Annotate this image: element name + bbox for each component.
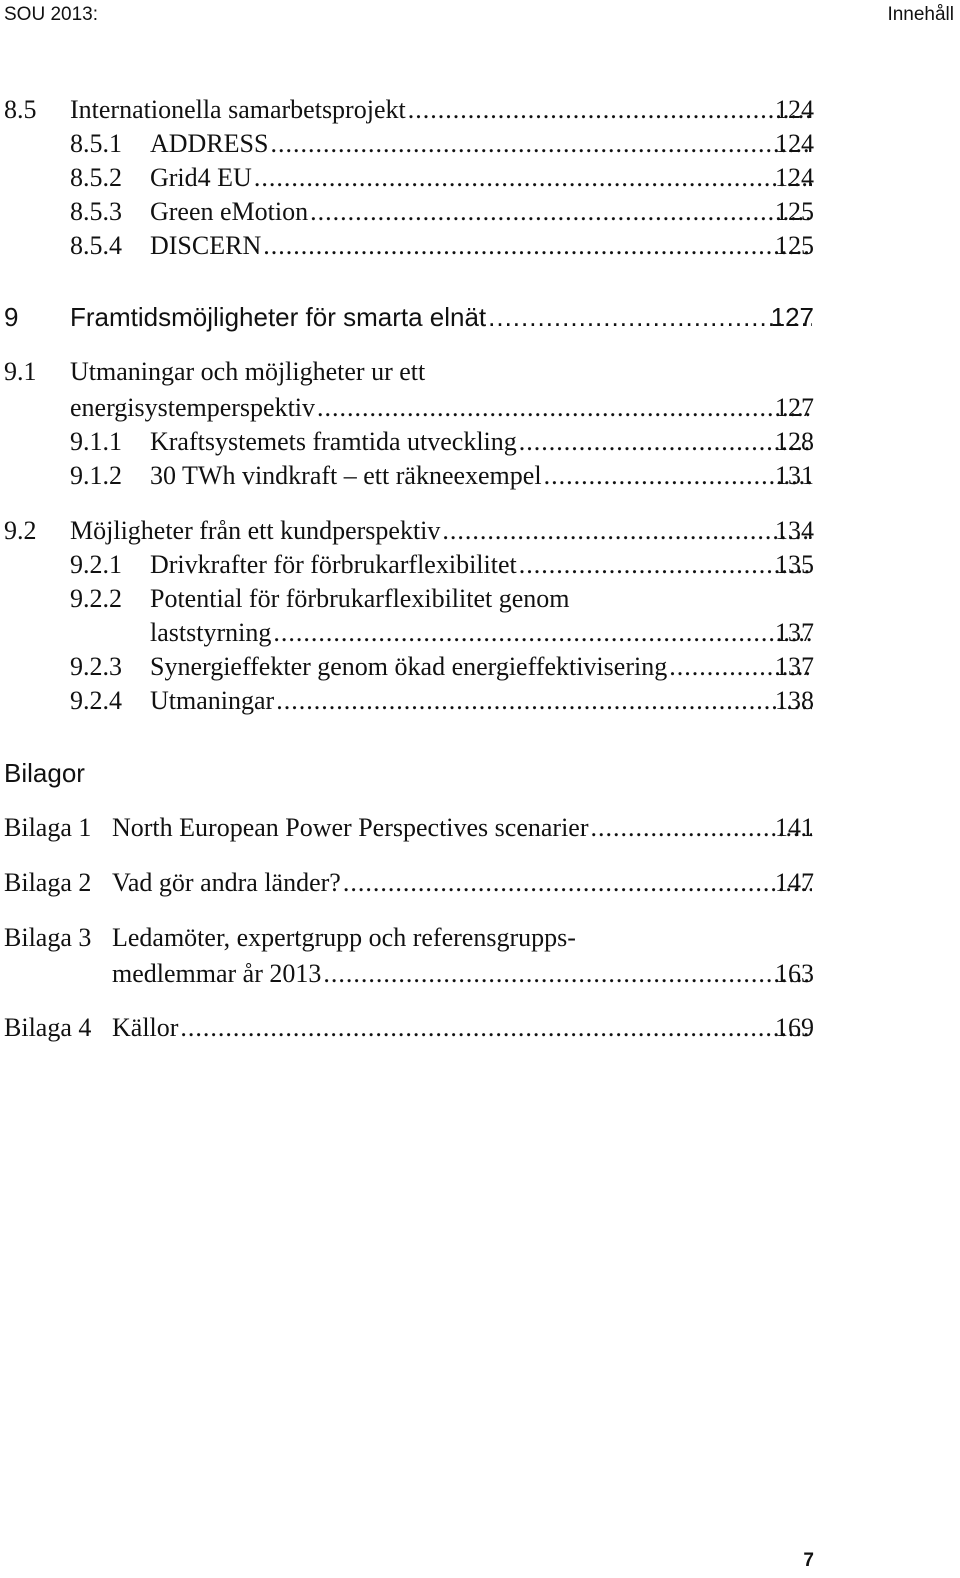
appendix-page: 147: [775, 868, 814, 897]
toc-entry[interactable]: [0, 161, 960, 195]
entry-page: 125: [775, 231, 814, 260]
dot-leader: [442, 514, 812, 548]
dot-leader: [263, 229, 812, 263]
toc-entry[interactable]: [0, 127, 960, 161]
dot-leader: [544, 459, 812, 493]
appendix-page: 141: [775, 813, 814, 842]
entry-number: 9.2.3: [70, 652, 122, 681]
dot-leader: [273, 616, 812, 650]
dot-leader: [317, 391, 812, 425]
entry-page: 125: [775, 197, 814, 226]
entry-number: 8.5.4: [70, 231, 122, 260]
entry-number: 9: [4, 302, 19, 332]
running-header-right: Innehåll: [887, 4, 954, 25]
appendix-number: Bilaga 4: [4, 1013, 92, 1042]
entry-title: Drivkrafter för förbrukarflexibilitet: [150, 550, 517, 579]
entry-title: Kraftsystemets framtida utveckling: [150, 427, 517, 456]
appendix-number: Bilaga 1: [4, 813, 92, 842]
dot-leader: [323, 957, 812, 991]
toc-entry-continuation[interactable]: [0, 391, 960, 425]
dot-leader: [310, 195, 812, 229]
toc-entry[interactable]: [0, 229, 960, 263]
entry-page: 138: [775, 686, 814, 715]
toc-entry[interactable]: [0, 425, 960, 459]
entry-number: 9.1: [4, 357, 37, 386]
toc-entry[interactable]: [0, 548, 960, 582]
entry-title-continued: energisystemperspektiv: [70, 393, 316, 422]
dot-leader: [519, 548, 812, 582]
entry-page: 131: [775, 461, 814, 490]
entry-title: Green eMotion: [150, 197, 309, 226]
appendix-title: Källor: [112, 1013, 179, 1042]
dot-leader: [408, 93, 812, 127]
toc-entry[interactable]: [0, 195, 960, 229]
toc-entry[interactable]: [0, 514, 960, 548]
dot-leader: [519, 425, 812, 459]
entry-number: 8.5.1: [70, 129, 122, 158]
toc-entry[interactable]: [0, 93, 960, 127]
toc-entry-continuation[interactable]: [0, 616, 960, 650]
appendix-number: Bilaga 3: [4, 923, 92, 952]
appendix-title: Vad gör andra länder?: [112, 868, 341, 897]
dot-leader: [180, 1011, 812, 1045]
appendix-number: Bilaga 2: [4, 868, 92, 897]
toc-entry[interactable]: [0, 459, 960, 493]
entry-number: 9.1.1: [70, 427, 122, 456]
entry-title-continued: laststyrning: [150, 618, 272, 647]
entry-title: Utmaningar och möjligheter ur ett: [70, 357, 426, 386]
toc-entry[interactable]: [0, 684, 960, 718]
page-number: 7: [803, 1550, 814, 1571]
entry-number: 9.2.4: [70, 686, 122, 715]
entry-number: 9.1.2: [70, 461, 122, 490]
entry-title: Utmaningar: [150, 686, 275, 715]
entry-number: 9.2: [4, 516, 37, 545]
appendix-entry-continuation[interactable]: [0, 957, 960, 991]
entry-number: 8.5.3: [70, 197, 122, 226]
entry-title: Möjligheter från ett kundperspektiv: [70, 516, 441, 545]
entry-page: 135: [775, 550, 814, 579]
appendix-entry[interactable]: [0, 866, 960, 900]
appendix-entry[interactable]: [0, 811, 960, 845]
dot-leader: [270, 127, 812, 161]
dot-leader: [343, 866, 812, 900]
entry-title: Framtidsmöjligheter för smarta elnät: [70, 302, 487, 332]
dot-leader: [254, 161, 812, 195]
toc-chapter-entry[interactable]: [0, 300, 960, 334]
toc-entry[interactable]: [0, 582, 960, 616]
dot-leader: [276, 684, 812, 718]
appendix-title: North European Power Perspectives scenarier: [112, 813, 589, 842]
entry-number: 9.2.1: [70, 550, 122, 579]
appendix-page: 169: [775, 1013, 814, 1042]
entry-title: 30 TWh vindkraft – ett räkneexempel: [150, 461, 542, 490]
entry-page: 134: [775, 516, 814, 545]
running-header-left: SOU 2013:: [4, 4, 98, 25]
entry-page: 124: [775, 163, 814, 192]
entry-title: Potential för förbrukarflexibilitet genom: [150, 584, 570, 613]
entry-page: 127: [770, 302, 814, 332]
entry-title: Synergieffekter genom ökad energieffektivisering: [150, 652, 668, 681]
entry-title: ADDRESS: [150, 129, 269, 158]
entry-page: 124: [775, 129, 814, 158]
appendix-heading: Bilagor: [4, 758, 85, 788]
entry-page: 137: [775, 652, 814, 681]
entry-number: 8.5.2: [70, 163, 122, 192]
toc-entry[interactable]: [0, 355, 960, 389]
toc-entry[interactable]: [0, 650, 960, 684]
entry-page: 128: [775, 427, 814, 456]
appendix-entry[interactable]: [0, 1011, 960, 1045]
appendix-page: 163: [775, 959, 814, 988]
entry-title: Grid4 EU: [150, 163, 252, 192]
appendix-title: Ledamöter, expertgrupp och referensgrupps-: [112, 923, 576, 952]
entry-number: 8.5: [4, 95, 37, 124]
entry-page: 137: [775, 618, 814, 647]
appendix-title-continued: medlemmar år 2013: [112, 959, 322, 988]
entry-number: 9.2.2: [70, 584, 122, 613]
entry-title: Internationella samarbetsprojekt: [70, 95, 406, 124]
entry-page: 127: [775, 393, 814, 422]
entry-page: 124: [775, 95, 814, 124]
dot-leader: [488, 300, 812, 334]
entry-title: DISCERN: [150, 231, 262, 260]
appendix-entry[interactable]: [0, 921, 960, 955]
